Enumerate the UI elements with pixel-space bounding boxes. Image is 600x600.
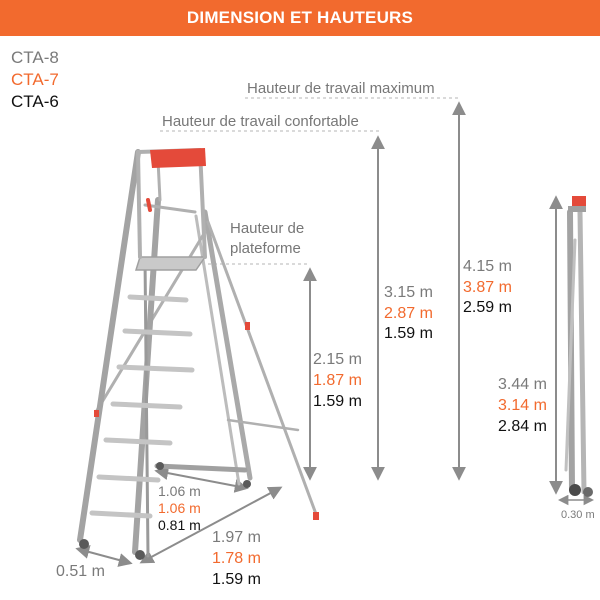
total-depth-cta7: 1.78 m — [212, 550, 261, 567]
platform-height-cta8: 2.15 m — [313, 351, 362, 368]
folded-depth-value: 0.30 m — [561, 509, 595, 521]
max-height-cta7: 3.87 m — [463, 279, 512, 296]
legend-cta7: CTA-7 — [11, 70, 59, 89]
banner-title: DIMENSION ET HAUTEURS — [186, 8, 414, 27]
inner-depth-cta7: 1.06 m — [158, 500, 201, 516]
max-height-cta6: 2.59 m — [463, 299, 512, 316]
max-height-cta8: 4.15 m — [463, 258, 512, 275]
width-value: 0.51 m — [56, 563, 105, 580]
platform-height-label-line1: Hauteur de — [230, 220, 305, 237]
inner-depth-cta8: 1.06 m — [158, 483, 201, 499]
platform-height-label-line2: plateforme — [230, 240, 301, 257]
legend-cta8: CTA-8 — [11, 48, 59, 67]
folded-height-cta7: 3.14 m — [498, 397, 547, 414]
comfort-height-label: Hauteur de travail confortable — [162, 113, 359, 130]
folded-ladder — [566, 196, 593, 497]
comfort-height-cta7: 2.87 m — [384, 305, 433, 322]
comfort-height-cta6: 1.59 m — [384, 325, 433, 342]
folded-height-cta8: 3.44 m — [498, 376, 547, 393]
max-height-label: Hauteur de travail maximum — [247, 80, 435, 97]
inner-depth-cta6: 0.81 m — [158, 517, 201, 533]
total-depth-cta8: 1.97 m — [212, 529, 261, 546]
platform-height-cta7: 1.87 m — [313, 372, 362, 389]
platform-height-cta6: 1.59 m — [313, 393, 362, 410]
legend-cta6: CTA-6 — [11, 92, 59, 111]
folded-height-cta6: 2.84 m — [498, 418, 547, 435]
width-arrow — [78, 549, 130, 563]
comfort-height-cta8: 3.15 m — [384, 284, 433, 301]
total-depth-cta6: 1.59 m — [212, 571, 261, 588]
